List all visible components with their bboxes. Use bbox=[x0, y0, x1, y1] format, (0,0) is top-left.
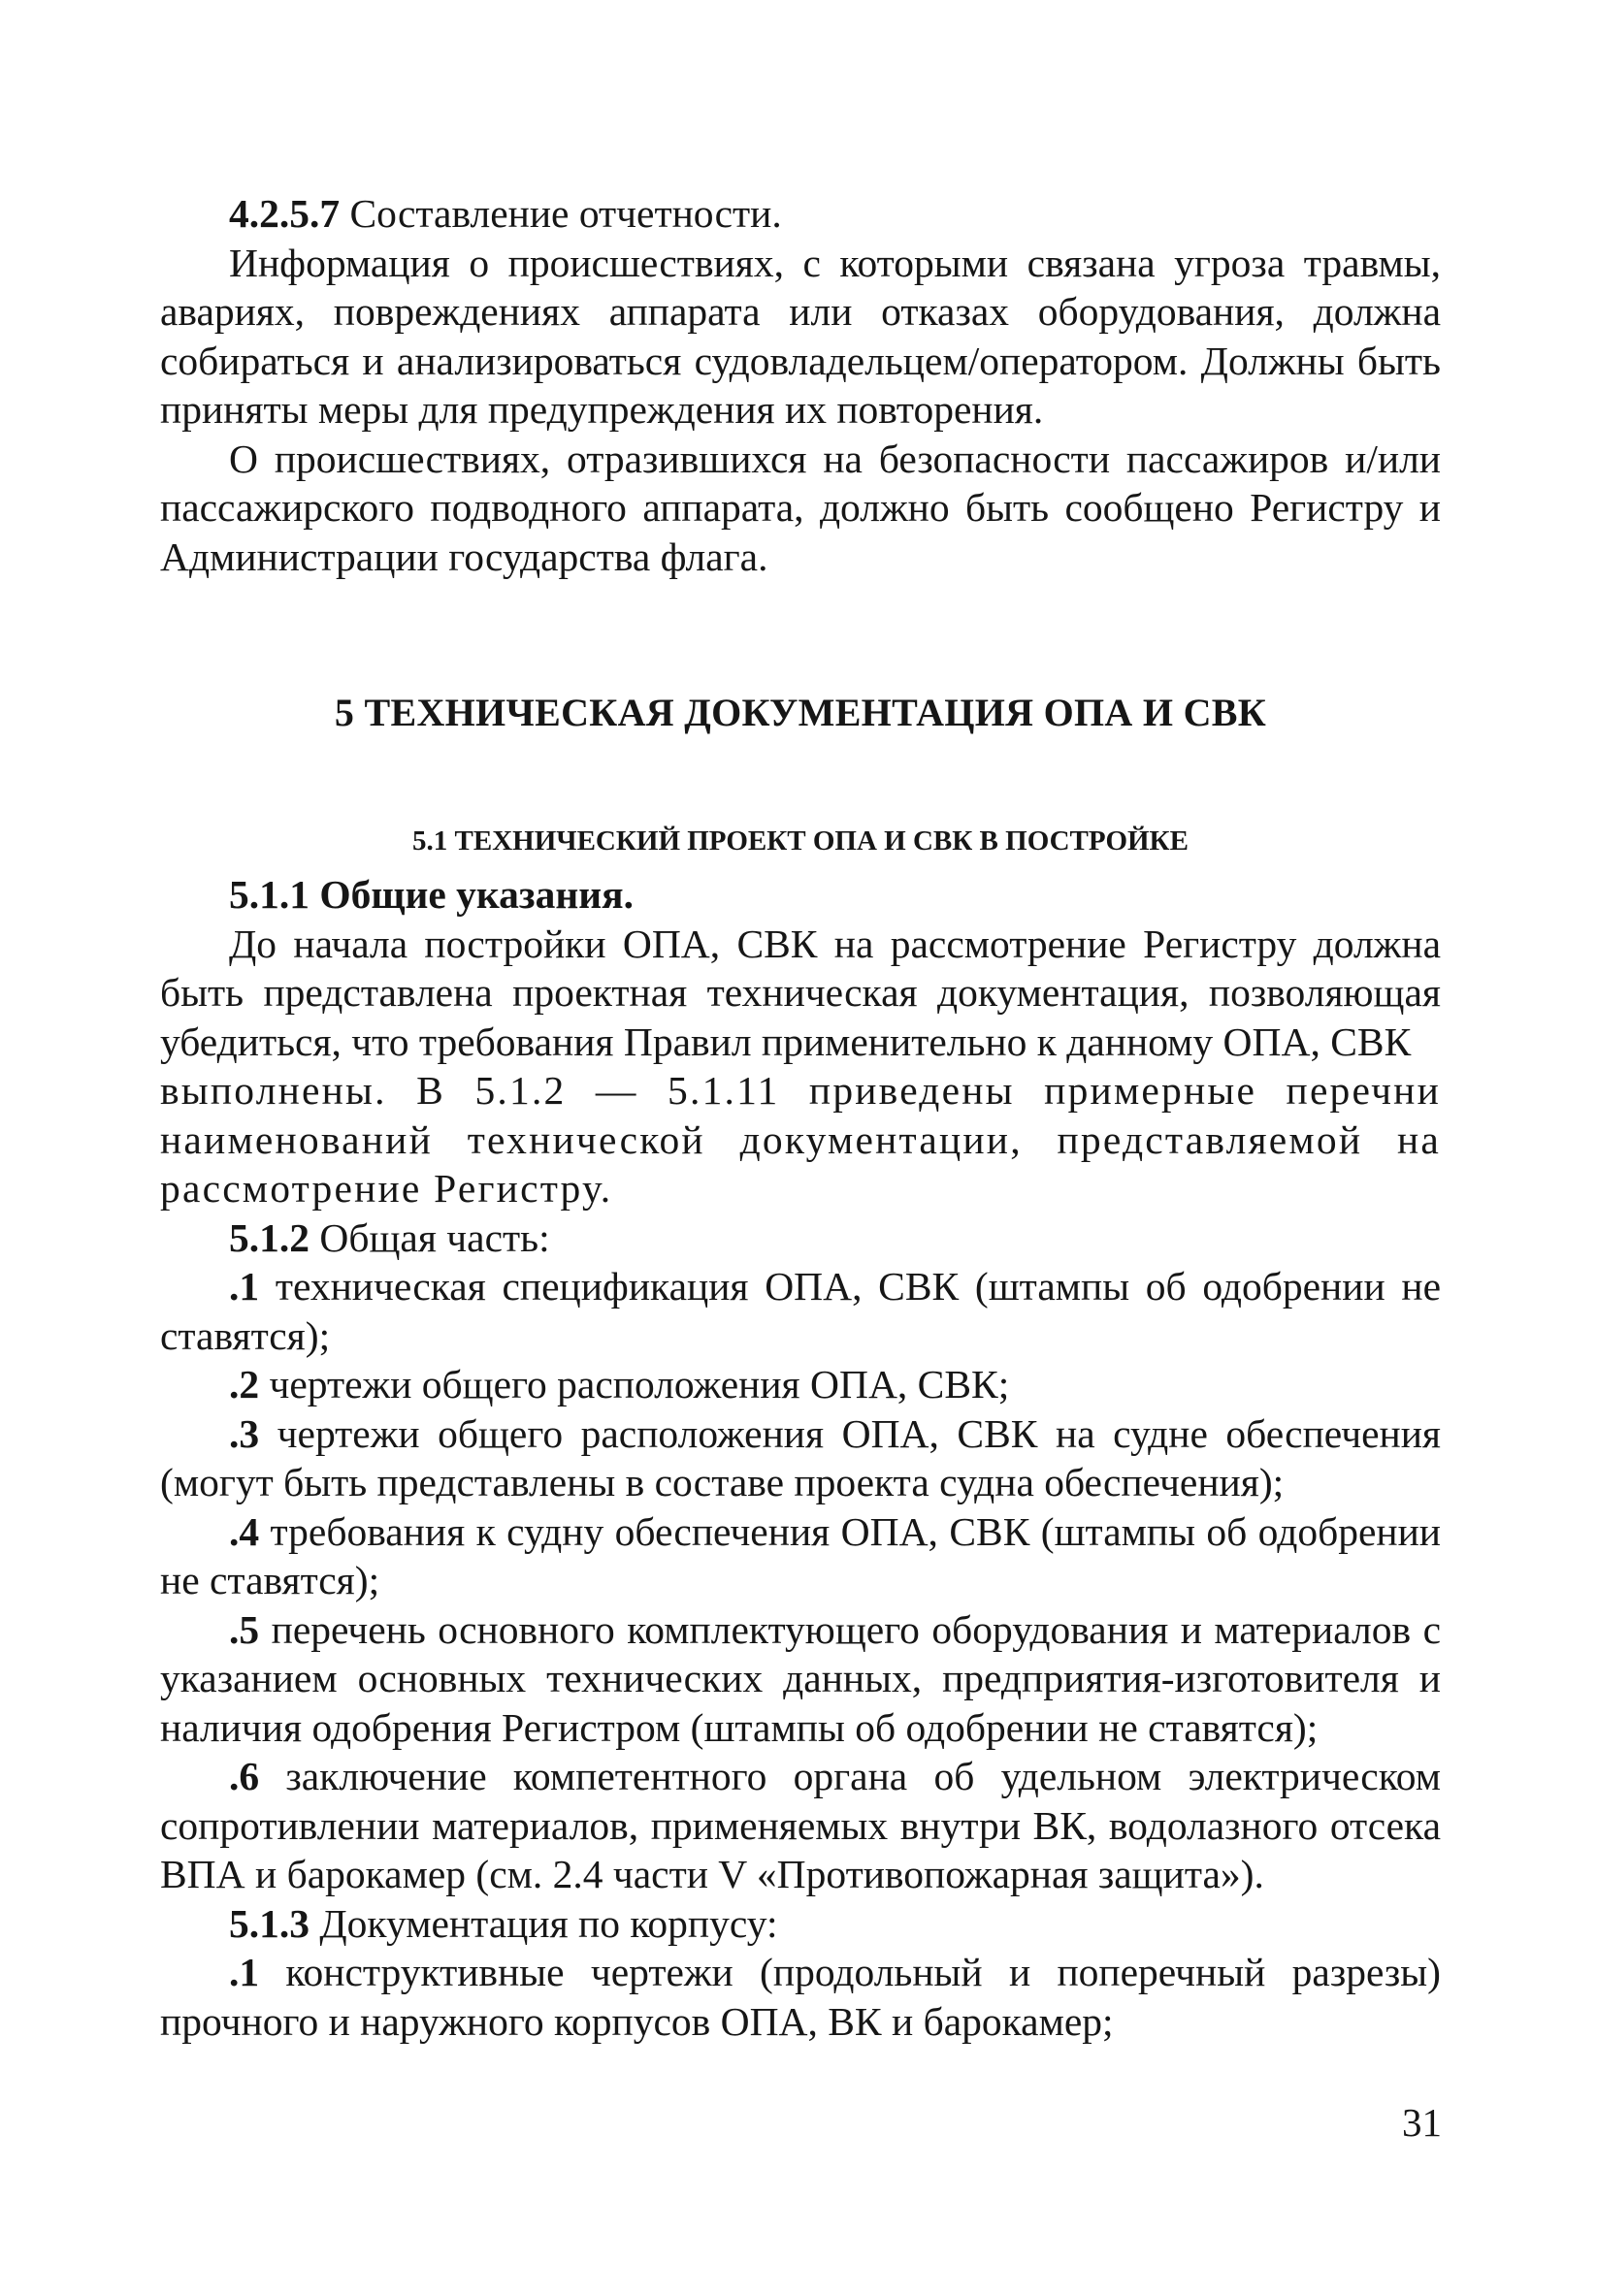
item-number: .1 bbox=[229, 1264, 260, 1309]
item-text: чертежи общего расположения ОПА, СВК; bbox=[259, 1362, 1010, 1407]
list-item bbox=[160, 1409, 1441, 1507]
item-text: техническая спецификация ОПА, СВК (штампы об одобрении не ставятся); bbox=[160, 1264, 1441, 1358]
subsection-title: 5.1 ТЕХНИЧЕСКИЙ ПРОЕКТ ОПА И СВК В ПОСТРОЙКЕ bbox=[412, 825, 1189, 857]
list-item bbox=[160, 1507, 1441, 1605]
list-item bbox=[160, 1262, 1441, 1360]
paragraph-heading: 5.1.1 Общие указания. bbox=[229, 872, 635, 917]
item-text: заключение компетентного органа об удельном электрическом сопротивлении материалов, применяемых внутри ВК, водолазного отсека ВПА и барокамер (см. 2.4 части V «Противопожарная защита»). bbox=[160, 1754, 1441, 1896]
paragraph-text: Составление отчетности. bbox=[340, 191, 782, 236]
document-page bbox=[160, 189, 1441, 2046]
paragraph-incident-report: О происшествиях, отразившихся на безопасности пассажиров и/или пассажирского подводного аппарата, должно быть сообщено Регистру и Администрации государства флага. bbox=[160, 436, 1441, 579]
paragraph-5-1-1-text: До начала постройки ОПА, СВК на рассмотрение Регистру должна быть представлена проектная техническая документация, позволяющая убедиться, что требования Правил применительно к данному ОПА, СВК bbox=[160, 921, 1441, 1064]
paragraph-4-2-5-7 bbox=[160, 189, 1441, 239]
paragraph-incident-info: Информация о происшествиях, с которыми связана угроза травмы, авариях, повреждениях аппарата или отказах оборудования, должна собираться и анализироваться судовладельцем/оператором. Должны быть приняты меры для предупреждения их повторения. bbox=[160, 240, 1441, 432]
list-item bbox=[160, 1360, 1441, 1409]
paragraph-5-1-3 bbox=[160, 1899, 1441, 1949]
item-number: 5.1.2 bbox=[229, 1214, 310, 1260]
item-number: .3 bbox=[229, 1410, 260, 1456]
item-number: .6 bbox=[229, 1754, 260, 1798]
item-text: требования к судну обеспечения ОПА, СВК (штампы об одобрении не ставятся); bbox=[160, 1508, 1441, 1602]
item-number: .4 bbox=[229, 1508, 260, 1554]
item-number: .2 bbox=[229, 1362, 260, 1407]
item-text: конструктивные чертежи (продольный и поперечный разрезы) прочного и наружного корпусов ОПА, ВК и барокамер; bbox=[160, 1950, 1441, 2044]
item-text: перечень основного комплектующего оборудования и материалов с указанием основных технических данных, предприятия-изготовителя и наличия одобрения Регистром (штампы об одобрении не ставятся); bbox=[160, 1606, 1441, 1750]
item-number: 4.2.5.7 bbox=[229, 191, 341, 236]
section-title: 5 ТЕХНИЧЕСКАЯ ДОКУМЕНТАЦИЯ ОПА И СВК bbox=[334, 691, 1267, 734]
paragraph-text: Общая часть: bbox=[310, 1214, 550, 1260]
paragraph-5-1-1-continued: выполнены. В 5.1.2 — 5.1.11 приведены примерные перечни наименований технической документации, представляемой на рассмотрение Регистру. bbox=[160, 1068, 1441, 1211]
list-item bbox=[160, 1605, 1441, 1753]
item-text: чертежи общего расположения ОПА, СВК на судне обеспечения (могут быть представлены в составе проекта судна обеспечения); bbox=[160, 1410, 1441, 1504]
list-item bbox=[160, 1948, 1441, 2046]
item-number: .1 bbox=[229, 1950, 260, 1994]
item-number: 5.1.3 bbox=[229, 1900, 310, 1946]
paragraph-text: Документация по корпусу: bbox=[310, 1900, 778, 1946]
page-number: 31 bbox=[1402, 2100, 1442, 2145]
item-number: .5 bbox=[229, 1606, 260, 1652]
list-item bbox=[160, 1752, 1441, 1899]
paragraph-5-1-1-heading bbox=[160, 870, 1441, 920]
paragraph-5-1-2 bbox=[160, 1213, 1441, 1263]
